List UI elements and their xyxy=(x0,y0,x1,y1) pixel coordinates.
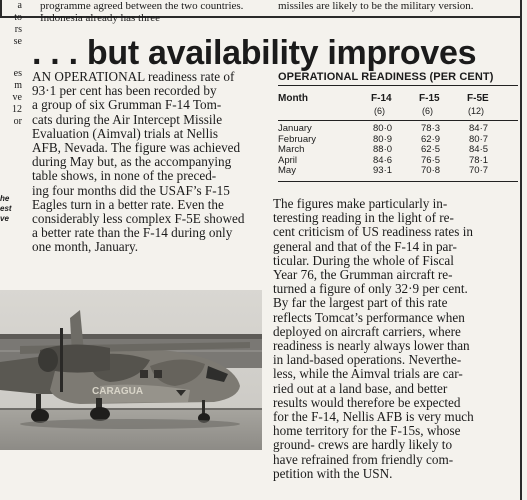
table-subheader-f14: (6) xyxy=(374,106,385,116)
table-cell-value: 80·9 xyxy=(373,133,393,145)
text-line: reflects Tomcat’s performance when xyxy=(273,309,465,325)
table-cell-value: 62·9 xyxy=(421,133,441,145)
text-line: teresting reading in the light of re- xyxy=(273,210,454,226)
margin-fragment: 12 xyxy=(12,104,22,115)
text-line: less, while the Aimval trials are car- xyxy=(273,366,463,382)
table-cell-value: 80·7 xyxy=(469,133,489,145)
table-subheader-f5e: (12) xyxy=(468,106,485,116)
table-rule-header xyxy=(278,120,518,121)
table-cell-month: January xyxy=(278,123,312,134)
headline: . . . but availability improves xyxy=(32,34,477,72)
text-line: cent criticism of US readiness rates in xyxy=(273,224,473,240)
text-line: ried out at a land base, and better xyxy=(273,380,448,396)
text-line: Eagles turn in a better rate. Even the xyxy=(32,196,224,212)
margin-fragment: or xyxy=(13,116,22,127)
text-line: in land-based operations. Neverthe- xyxy=(273,352,462,368)
table-cell-value: 70·7 xyxy=(469,165,489,176)
text-line: considerably less complex F-5E showed xyxy=(32,211,245,227)
table-cell-month: March xyxy=(278,144,305,155)
table-header-f5e: F-5E xyxy=(467,93,489,104)
text-line: readiness is nearly always lower than xyxy=(273,338,470,354)
aircraft-photo xyxy=(0,290,262,450)
table-header-f14: F-14 xyxy=(371,93,392,104)
table-cell-value: 76·5 xyxy=(421,154,441,166)
table-cell-month: May xyxy=(278,165,296,176)
text-line: have refrained from friendly com- xyxy=(273,451,454,467)
table-cell-value: 84·7 xyxy=(469,123,489,134)
text-line: 93·1 per cent has been recorded by xyxy=(32,83,217,99)
text-line: ticular. During the whole of Fiscal xyxy=(273,252,454,268)
text-line: Evaluation (Aimval) trials at Nellis xyxy=(32,125,219,141)
top-right-text: missiles are likely to be the military version. xyxy=(278,0,474,12)
table-header-month: Month xyxy=(278,93,308,104)
text-line: general and that of the F-14 in par- xyxy=(273,238,457,254)
text-line: AFB, Nevada. The figure was achieved xyxy=(32,140,241,156)
text-line: petition with the USN. xyxy=(273,465,393,481)
margin-caption-fragment: ve xyxy=(0,214,9,223)
margin-fragment: ve xyxy=(12,92,22,103)
page-frame-right xyxy=(520,0,522,500)
text-line: Year 76, the Grumman aircraft re- xyxy=(273,267,453,283)
text-line: AN OPERATIONAL readiness rate of xyxy=(32,69,235,84)
text-line: one month, January. xyxy=(32,239,139,255)
right-column-text xyxy=(273,197,499,481)
margin-fragment: a xyxy=(17,0,22,11)
table-cell-value: 78·3 xyxy=(421,123,441,134)
text-line: cats during the Air Intercept Missile xyxy=(32,111,223,127)
text-line: during May but, as the accompanying xyxy=(32,154,232,170)
text-line: a better rate than the F-14 during only xyxy=(32,225,233,241)
text-line: a group of six Grumman F-14 Tom- xyxy=(32,97,222,113)
text-line: deployed on aircraft carriers, where xyxy=(273,323,461,339)
table-rule-top xyxy=(278,85,518,86)
margin-caption-fragment: he xyxy=(0,194,10,203)
table-cell-value: 62·5 xyxy=(421,144,441,155)
table-cell-value: 93·1 xyxy=(373,165,393,176)
table-cell-value: 80·0 xyxy=(373,123,393,134)
table-cell-value: 70·8 xyxy=(421,165,441,176)
table-title: OPERATIONAL READINESS (PER CENT) xyxy=(278,71,494,83)
aircraft-illustration xyxy=(0,290,262,450)
top-left-text: programme agreed between the two countries. Indonesia already has three xyxy=(40,0,244,24)
table-cell-value: 88·0 xyxy=(373,144,393,155)
table-cell-value: 84·6 xyxy=(373,154,393,166)
text-line: ing four months did the USAF’s F-15 xyxy=(32,182,230,198)
text-line: turned a figure of only 32·9 per cent. xyxy=(273,281,468,297)
table-cell-value: 78·1 xyxy=(469,154,489,166)
margin-fragment: se xyxy=(13,36,22,47)
text-line: By far the largest part of this rate xyxy=(273,295,448,311)
fuselage-lettering: CARAGUA xyxy=(92,386,144,397)
margin-caption-fragment: est xyxy=(0,204,12,213)
margin-fragment: m xyxy=(14,80,22,91)
text-line: table shows, in none of the preced- xyxy=(32,168,217,184)
text-line: The figures make particularly in- xyxy=(273,196,448,211)
table-header-f15: F-15 xyxy=(419,93,440,104)
table-cell-value: 84·5 xyxy=(469,144,489,155)
text-line: home territory for the F-15s, whose xyxy=(273,423,461,439)
table-cell-month: April xyxy=(278,154,298,166)
text-line: results would therefore be expected xyxy=(273,394,461,410)
text-line: ground- crews are hardly likely to xyxy=(273,437,453,453)
table-cell-month: February xyxy=(278,133,317,145)
text-line: for the F-14, Nellis AFB is very much xyxy=(273,409,474,425)
table-subheader-f15: (6) xyxy=(422,106,433,116)
margin-fragment: rs xyxy=(14,24,22,35)
table-rule-bottom xyxy=(278,181,518,182)
margin-fragment: to xyxy=(14,12,22,23)
margin-fragment: es xyxy=(13,68,22,79)
left-column-text xyxy=(32,70,260,255)
